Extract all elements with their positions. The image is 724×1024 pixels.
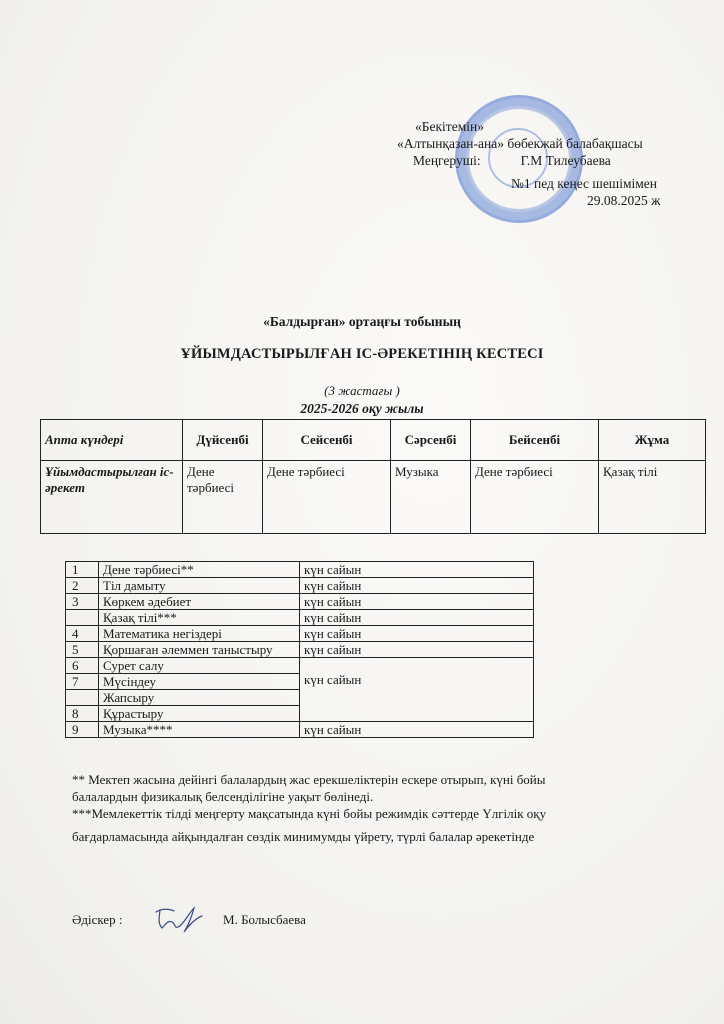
table-row bbox=[66, 658, 534, 674]
col-header-friday: Жұма bbox=[599, 420, 706, 461]
col-header-thursday: Бейсенбі bbox=[471, 420, 599, 461]
activity-frequency-merged: күн сайын bbox=[300, 658, 534, 722]
table-row bbox=[66, 562, 534, 578]
head-name: Г.М Тилеубаева bbox=[520, 153, 611, 168]
signer-name: М. Болысбаева bbox=[223, 912, 306, 927]
handwritten-signature-icon bbox=[150, 904, 206, 934]
activity-frequency: күн сайын bbox=[300, 562, 534, 578]
footnotes bbox=[72, 771, 712, 845]
activity-name: Мүсіндеу bbox=[99, 674, 300, 690]
schedule-header-row bbox=[41, 420, 706, 461]
head-label: Меңгеруші: bbox=[413, 153, 481, 168]
activity-name: Қазақ тілі*** bbox=[99, 610, 300, 626]
table-row bbox=[66, 642, 534, 658]
footnote-1-line-2: балалардын физикалық белсенділігіне уақыт бөлінеді. bbox=[72, 789, 374, 804]
cell-tuesday: Дене тәрбиесі bbox=[263, 461, 391, 534]
activity-name: Математика негіздері bbox=[99, 626, 300, 642]
row-label: Ұйымдастырылған іс-әрекет bbox=[41, 461, 183, 534]
cell-monday: Дене тәрбиесі bbox=[183, 461, 263, 534]
row-number: 8 bbox=[66, 706, 99, 722]
schedule-row bbox=[41, 461, 706, 534]
col-header-tuesday: Сейсенбі bbox=[263, 420, 391, 461]
activity-name: Тіл дамыту bbox=[99, 578, 300, 594]
document-title: ҰЙЫМДАСТЫРЫЛҒАН ІС-ӘРЕКЕТІНІҢ КЕСТЕСІ bbox=[180, 346, 544, 362]
weekly-schedule-table bbox=[40, 419, 706, 534]
activity-name: Көркем әдебиет bbox=[99, 594, 300, 610]
activity-name: Қоршаған әлеммен таныстыру bbox=[99, 642, 300, 658]
approved-label: «Бекітемін» bbox=[415, 119, 484, 134]
activity-name: Құрастыру bbox=[99, 706, 300, 722]
cell-thursday: Дене тәрбиесі bbox=[471, 461, 599, 534]
row-number: 5 bbox=[66, 642, 99, 658]
footnote-2-line-1: ***Мемлекеттік тілді меңгерту мақсатында күні бойы режимдік сәттерде Үлгілік оқу bbox=[72, 806, 547, 821]
methodologist-signature-line bbox=[72, 904, 306, 928]
activity-name: Дене тәрбиесі** bbox=[99, 562, 300, 578]
row-number: 2 bbox=[66, 578, 99, 594]
approval-date: 29.08.2025 ж bbox=[587, 193, 661, 208]
table-row bbox=[66, 626, 534, 642]
table-row bbox=[66, 610, 534, 626]
signer-role: Әдіскер : bbox=[72, 912, 123, 927]
cell-friday: Қазақ тілі bbox=[599, 461, 706, 534]
activity-frequency: күн сайын bbox=[300, 642, 534, 658]
col-header-monday: Дүйсенбі bbox=[183, 420, 263, 461]
document-header bbox=[0, 314, 724, 417]
council-decision: №1 пед кеңес шешімімен bbox=[511, 176, 658, 191]
table-row bbox=[66, 578, 534, 594]
row-number: 7 bbox=[66, 674, 99, 690]
col-header-weekdays: Апта күндері bbox=[41, 420, 183, 461]
table-row bbox=[66, 722, 534, 738]
table-row bbox=[66, 594, 534, 610]
activity-frequency: күн сайын bbox=[300, 610, 534, 626]
activity-frequency: күн сайын bbox=[300, 578, 534, 594]
approval-block bbox=[385, 118, 685, 209]
col-header-wednesday: Сәрсенбі bbox=[391, 420, 471, 461]
row-number: 4 bbox=[66, 626, 99, 642]
head-line bbox=[413, 152, 685, 169]
row-number bbox=[66, 610, 99, 626]
group-name: «Балдырған» ортаңғы тобының bbox=[263, 314, 461, 329]
activities-table bbox=[65, 561, 534, 738]
cell-wednesday: Музыка bbox=[391, 461, 471, 534]
academic-year: 2025-2026 оқу жылы bbox=[300, 401, 424, 416]
row-number: 3 bbox=[66, 594, 99, 610]
activity-name: Сурет салу bbox=[99, 658, 300, 674]
row-number: 1 bbox=[66, 562, 99, 578]
activity-name: Жапсыру bbox=[99, 690, 300, 706]
footnote-2-line-2: бағдарламасында айқындалған сөздік минимумды үйрету, түрлі балалар әрекетінде bbox=[72, 829, 535, 844]
activity-frequency: күн сайын bbox=[300, 722, 534, 738]
activity-frequency: күн сайын bbox=[300, 594, 534, 610]
activity-frequency: күн сайын bbox=[300, 626, 534, 642]
activity-name: Музыка**** bbox=[99, 722, 300, 738]
row-number: 6 bbox=[66, 658, 99, 674]
row-number bbox=[66, 690, 99, 706]
footnote-1-line-1: ** Мектеп жасына дейінгі балалардың жас ерекшеліктерін ескере отырып, күні бойы bbox=[72, 772, 546, 787]
organization-name: «Алтынқазан-ана» бөбекжай балабақшасы bbox=[397, 136, 643, 151]
age-label: (3 жастағы ) bbox=[324, 383, 400, 398]
row-number: 9 bbox=[66, 722, 99, 738]
